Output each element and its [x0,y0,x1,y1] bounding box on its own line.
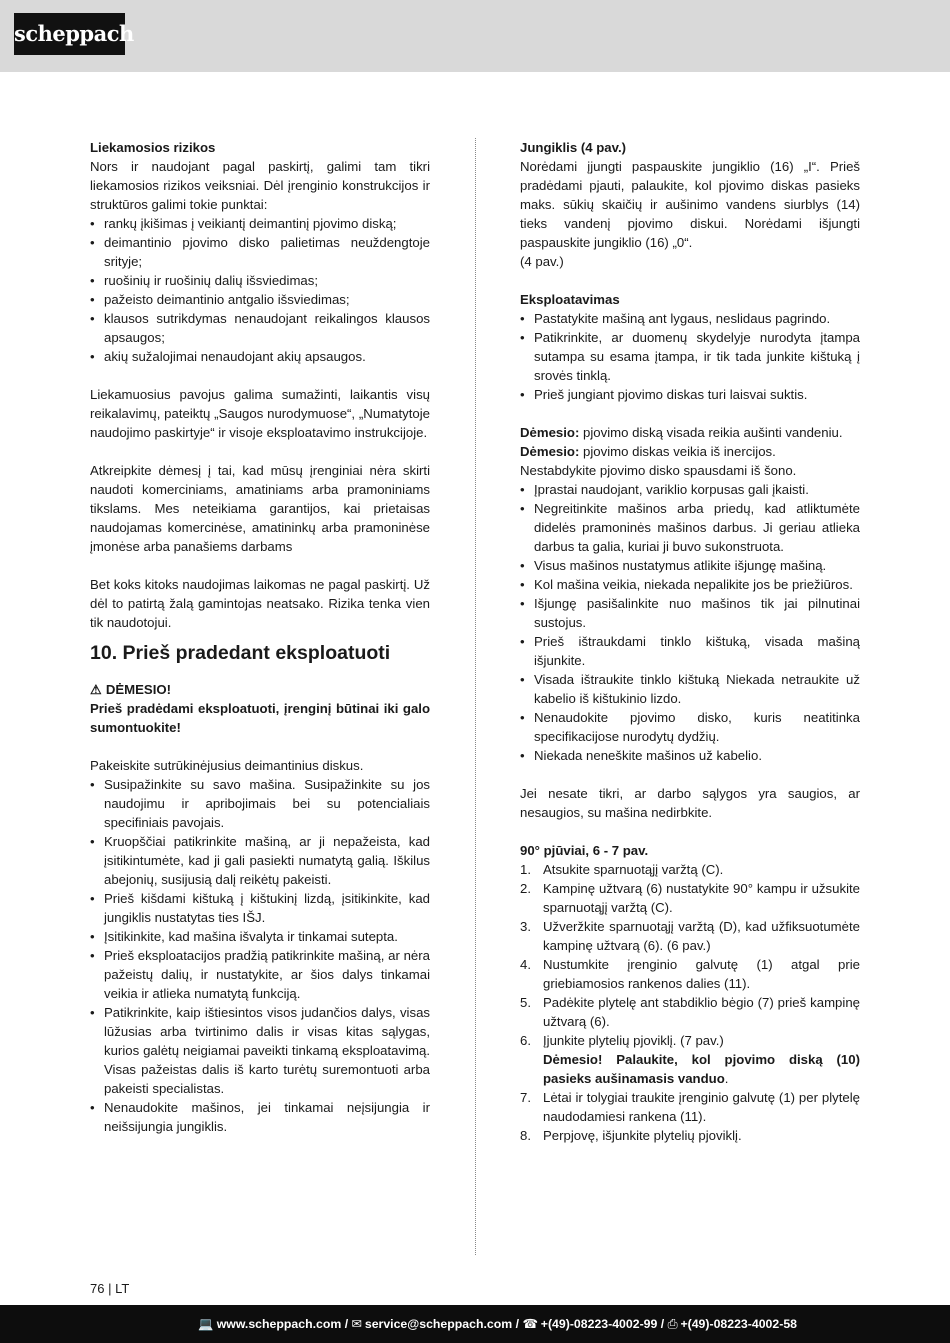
list-item: • Nenaudokite pjovimo disko, kuris neatitinka specifikacijose nurodytų dydžių. [520,708,860,746]
step6-note: Dėmesio! Palaukite, kol pjovimo diską (10) pasieks aušinamasis vanduo [543,1052,860,1086]
column-divider [475,138,476,1255]
residual-risks-intro: Nors ir naudojant pagal paskirtį, galimi tam tikri liekamosios rizikos veiksniai. Dėl įrenginio konstrukcijos ir struktūros galimi tokie punktai: [90,159,430,212]
attention-label: Dėmesio: [520,444,580,459]
preparation-list [90,775,430,1136]
list-item: 1. Atsukite sparnuotąjį varžtą (C). [520,862,724,877]
attention-text: pjovimo diską visada reikia aušinti vandeniu. [579,425,843,440]
computer-icon: 💻 [198,1317,214,1331]
attention-note-cooling [520,423,860,442]
phone-number: +(49)-08223-4002-99 [540,1317,658,1331]
list-item: 5. Padėkite plytelę ant stabdiklio bėgio (7) prieš kampinę užtvarą (6). [520,995,860,1029]
reduce-risks-paragraph: Liekamuosius pavojus galima sumažinti, laikantis visų reikalavimų, pateiktų „Saugos nurodymuose“, „Numatytoje naudojimo paskirtyje“ ir visoje eksploatavimo instrukcijoje. [90,387,430,440]
email-link[interactable]: service@scheppach.com [364,1317,513,1331]
list-item: • Patikrinkite, kaip ištiesintos visos judančios dalys, visas lūžusias arba tvirtinimo dalis ir visas kitas sąlygas, kurios galėtų neigiamai paveikti tinkamą eksploatavimą. Visas pažeistas dalis iš karto turėtų suremontuoti arba pakeisti specialistas. [90,1003,430,1098]
warning-header [90,680,430,699]
list-item: • Visada ištraukite tinklo kištuką Niekada netraukite už kabelio iš kištukinio lizdo. [520,670,860,708]
list-item: • Prieš kišdami kištuką į kištukinį lizdą, įsitikinkite, kad jungiklis nustatytas ties IŠJ. [90,889,430,927]
list-item: 4. Nustumkite įrenginio galvutę (1) atgal prie griebiamosios rankenos dalies (11). [520,957,860,991]
cut90-steps [520,860,860,1145]
unsure-paragraph: Jei nesate tikri, ar darbo sąlygos yra saugios, ar nesaugios, su mašina nedirbkite. [520,786,860,820]
residual-risks-title: Liekamosios rizikos [90,140,216,155]
list-item: • Pastatykite mašiną ant lygaus, neslidaus pagrindo. [520,309,860,328]
list-item: • klausos sutrikdymas nenaudojant reikalingos klausos apsaugos; [90,309,430,347]
list-item: • Visus mašinos nustatymus atlikite išjungę mašiną. [520,556,860,575]
switch-title: Jungiklis (4 pav.) [520,140,627,155]
language-code: LT [115,1281,130,1296]
list-item: • Įprastai naudojant, variklio korpusas gali įkaisti. [520,480,860,499]
list-item: • Įsitikinkite, kad mašina išvalyta ir tinkamai sutepta. [90,927,430,946]
operation-title: Eksploatavimas [520,292,620,307]
warning-label: DĖMESIO! [105,682,172,697]
misuse-paragraph: Bet koks kitoks naudojimas laikomas ne pagal paskirtį. Už dėl to patirtą žalą gamintojas neatsako. Rizika tenka vien tik naudotojui. [90,577,430,630]
list-item: 7. Lėtai ir tolygiai traukite įrenginio galvutę (1) per plytelę naudodamiesi rankena (11). [520,1090,860,1124]
no-brake-text: Nestabdykite pjovimo disko spausdami iš šono. [520,463,797,478]
list-item: • Susipažinkite su savo mašina. Susipažinkite su jos naudojimu ir apribojimais bei su potencialiais specifiniais pavojais. [90,775,430,832]
list-item: 8. Perpjovę, išjunkite plytelių pjoviklį. [520,1128,742,1143]
list-item: • pažeisto deimantinio antgalio išsviedimas; [90,290,430,309]
list-item: 2. Kampinę užtvarą (6) nustatykite 90° kampu ir užsukite sparnuotąjį varžtą (C). [520,881,860,915]
switch-text: Norėdami įjungti paspauskite jungiklio (16) „I“. Prieš pradėdami pjauti, palaukite, kol pjovimo diskas pasieks maks. sūkių skaičių ir aušinimo vandens siurblys (14) tieks vandenį pjovimo diskui. Norėdami išjungti paspauskite jungiklio (16) „0“. [520,159,860,250]
list-item: • akių sužalojimai nenaudojant akių apsaugos. [90,347,430,366]
list-item: • Išjungę pasišalinkite nuo mašinos tik jai pilnutinai sustojus. [520,594,860,632]
attention-text: pjovimo diskas veikia iš inercijos. [579,444,776,459]
list-item: • Kol mašina veikia, niekada nepalikite jos be priežiūros. [520,575,860,594]
page-header [0,0,950,72]
page-number: 76 | LT [90,1281,130,1296]
website-link[interactable]: www.scheppach.com [216,1317,342,1331]
attention-label: Dėmesio: [520,425,580,440]
commercial-use-paragraph: Atkreipkite dėmesį į tai, kad mūsų įrenginiai nėra skirti naudoti komerciniams, amatiniams arba pramoniniams tikslams. Mes neteikiama garantijos, kai prietaisas naudojamas komercinėse, amatininkų arba pramoninėse įmonėse arba panašiems darbams [90,463,430,554]
switch-figure-ref: (4 pav.) [520,254,564,269]
cut90-title: 90° pjūviai, 6 - 7 pav. [520,843,649,858]
scheppach-logo: scheppach [14,13,125,55]
list-item: • Patikrinkite, ar duomenų skydelyje nurodyta įtampa sutampa su esama įtampa, ir tik tada junkite kištuką į srovės tinklą. [520,328,860,385]
attention-note-inertia [520,442,860,461]
list-item: 3. Užveržkite sparnuotąjį varžtą (D), kad užfiksuotumėte kampinę užtvarą (6). (6 pav.) [520,919,860,953]
list-item: • Prieš eksploatacijos pradžią patikrinkite mašiną, ar nėra pažeistų dalių, ir nustatykite, ar šios dalys tinkamai veikia ir atlieka numatytą funkciją. [90,946,430,1003]
page-footer: 💻 www.scheppach.com / ✉ service@scheppach.com / ☎ +(49)-08223-4002-99 / ⎙ +(49)-08223-4002-58 [0,1305,950,1343]
mail-icon: ✉ [351,1317,362,1331]
operation-list [520,309,860,404]
list-item: • Niekada neneškite mašinos už kabelio. [520,746,860,765]
list-item: • Negreitinkite mašinos arba priedų, kad atliktumėte didelės pramoninės mašinos darbus. Ji geriau atlieka darbus ta galia, kuriai ji buvo sukonstruota. [520,499,860,556]
list-item: • rankų įkišimas į veikiantį deimantinį pjovimo diską; [90,214,430,233]
list-item: • Prieš jungiant pjovimo diskas turi laisvai suktis. [520,385,860,404]
list-item: 6. Įjunkite plytelių pjoviklį. (7 pav.) Dėmesio! Palaukite, kol pjovimo diską (10) pasieks aušinamasis vanduo. [520,1033,860,1086]
replace-discs-text: Pakeiskite sutrūkinėjusius deimantinius diskus. [90,758,364,773]
list-item: • Prieš ištraukdami tinklo kištuką, visada mašiną išjunkite. [520,632,860,670]
warning-text: Prieš pradėdami eksploatuoti, įrenginį būtinai iki galo sumontuokite! [90,701,430,735]
warning-icon: ⚠ [90,682,102,697]
list-item: • Kruopščiai patikrinkite mašiną, ar ji nepažeista, kad įsitikintumėte, kad ji gali pasiekti numatytą galią. Iškilus abejonių, susijusią dalį reikėtų pakeisti. [90,832,430,889]
left-column [90,138,430,1136]
right-column [520,138,860,1145]
fax-icon: ⎙ [667,1317,678,1331]
phone-icon: ☎ [522,1317,538,1331]
residual-risks-list [90,214,430,366]
fax-number: +(49)-08223-4002-58 [680,1317,797,1331]
section-heading: 10. Prieš pradedant eksploatuoti [90,642,391,664]
list-item: • deimantinio pjovimo disko palietimas neuždengtoje srityje; [90,233,430,271]
general-list [520,480,860,765]
list-item: • Nenaudokite mašinos, jei tinkamai neįsijungia ir neišsijungia jungiklis. [90,1098,430,1136]
list-item: • ruošinių ir ruošinių dalių išsviedimas; [90,271,430,290]
